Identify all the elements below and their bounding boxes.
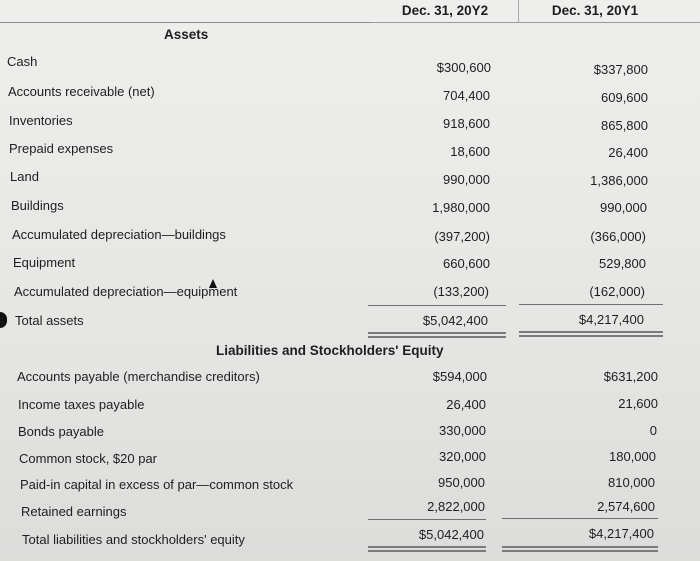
value-20y2: $5,042,400 xyxy=(422,313,488,328)
value-20y2: 330,000 xyxy=(439,423,486,438)
table-row xyxy=(0,284,700,306)
table-row xyxy=(0,477,700,499)
double-underline xyxy=(368,332,506,334)
value-20y1: 1,386,000 xyxy=(590,173,648,188)
value-20y1: $4,217,400 xyxy=(578,312,644,327)
value-20y2: 1,980,000 xyxy=(432,200,490,215)
double-underline xyxy=(368,550,486,552)
value-20y1: 26,400 xyxy=(608,145,648,160)
subtotal-rule xyxy=(368,305,506,306)
value-20y1: (366,000) xyxy=(590,229,646,244)
value-20y2: 320,000 xyxy=(439,449,486,464)
row-label: Accounts receivable (net) xyxy=(8,84,155,99)
row-label: Accumulated depreciation—buildings xyxy=(12,227,226,242)
row-label: Retained earnings xyxy=(21,504,127,519)
table-row xyxy=(0,451,700,473)
row-label: Total liabilities and stockholders' equity xyxy=(22,532,245,547)
value-20y2: (397,200) xyxy=(434,229,490,244)
double-underline xyxy=(519,331,663,333)
value-20y2: $5,042,400 xyxy=(418,527,484,542)
table-row xyxy=(0,424,700,446)
value-20y1: $631,200 xyxy=(603,369,658,384)
value-20y2: $300,600 xyxy=(436,60,491,75)
header-rule xyxy=(0,22,370,23)
row-label: Bonds payable xyxy=(18,424,105,439)
value-20y1: 0 xyxy=(649,423,657,438)
value-20y1: 990,000 xyxy=(600,200,647,215)
assets-heading: Assets xyxy=(164,27,209,42)
value-20y1: 609,600 xyxy=(601,90,648,105)
value-20y1: $337,800 xyxy=(593,62,648,77)
value-20y2: 918,600 xyxy=(443,116,490,131)
double-underline xyxy=(502,546,658,548)
value-20y2: (133,200) xyxy=(433,284,489,299)
subtotal-rule xyxy=(502,518,658,519)
row-label: Cash xyxy=(7,54,38,69)
table-row xyxy=(0,499,700,526)
column-header-20y2: Dec. 31, 20Y2 xyxy=(401,3,489,18)
value-20y2: 990,000 xyxy=(443,172,490,187)
value-20y1: 865,800 xyxy=(601,118,648,133)
subtotal-rule xyxy=(368,519,486,520)
value-20y2: 660,600 xyxy=(443,256,490,271)
table-row xyxy=(0,369,700,391)
table-row xyxy=(0,397,700,419)
value-20y1: $4,217,400 xyxy=(588,526,654,541)
double-underline xyxy=(519,335,663,337)
header-rule xyxy=(370,22,700,23)
table-row xyxy=(0,198,700,220)
value-20y2: 704,400 xyxy=(443,88,490,103)
table-row xyxy=(0,255,700,277)
table-row xyxy=(0,141,700,163)
row-label: Paid-in capital in excess of par—common stock xyxy=(20,477,294,492)
row-label: Accounts payable (merchandise creditors) xyxy=(17,369,260,384)
table-row xyxy=(0,84,700,106)
value-20y2: 18,600 xyxy=(450,144,490,159)
table-row xyxy=(0,227,700,249)
table-row xyxy=(0,169,700,191)
table-row xyxy=(0,113,700,135)
column-divider xyxy=(518,0,519,22)
value-20y1: 2,574,600 xyxy=(597,499,655,514)
value-20y1: 21,600 xyxy=(618,396,658,411)
liabilities-heading: Liabilities and Stockholders' Equity xyxy=(216,343,444,358)
value-20y2: $594,000 xyxy=(432,369,487,384)
subtotal-rule xyxy=(519,304,663,305)
row-label: Income taxes payable xyxy=(18,397,145,412)
row-label: Common stock, $20 par xyxy=(19,451,158,466)
value-20y2: 2,822,000 xyxy=(427,499,485,514)
double-underline xyxy=(368,336,506,338)
column-header-20y1: Dec. 31, 20Y1 xyxy=(551,3,639,18)
value-20y2: 950,000 xyxy=(438,475,485,490)
value-20y1: (162,000) xyxy=(589,284,645,299)
mouse-cursor-icon xyxy=(209,279,217,288)
table-row xyxy=(0,54,700,76)
row-label: Accumulated depreciation—equipment xyxy=(14,284,238,299)
row-label: Land xyxy=(10,169,39,184)
double-underline xyxy=(368,546,486,548)
value-20y1: 529,800 xyxy=(599,256,646,271)
row-label: Prepaid expenses xyxy=(9,141,114,156)
row-label: Inventories xyxy=(9,113,73,128)
row-label: Total assets xyxy=(15,313,84,328)
row-label: Buildings xyxy=(11,198,64,213)
value-20y1: 180,000 xyxy=(609,449,656,464)
value-20y2: 26,400 xyxy=(446,397,486,412)
double-underline xyxy=(502,550,658,552)
value-20y1: 810,000 xyxy=(608,475,655,490)
row-label: Equipment xyxy=(13,255,76,270)
